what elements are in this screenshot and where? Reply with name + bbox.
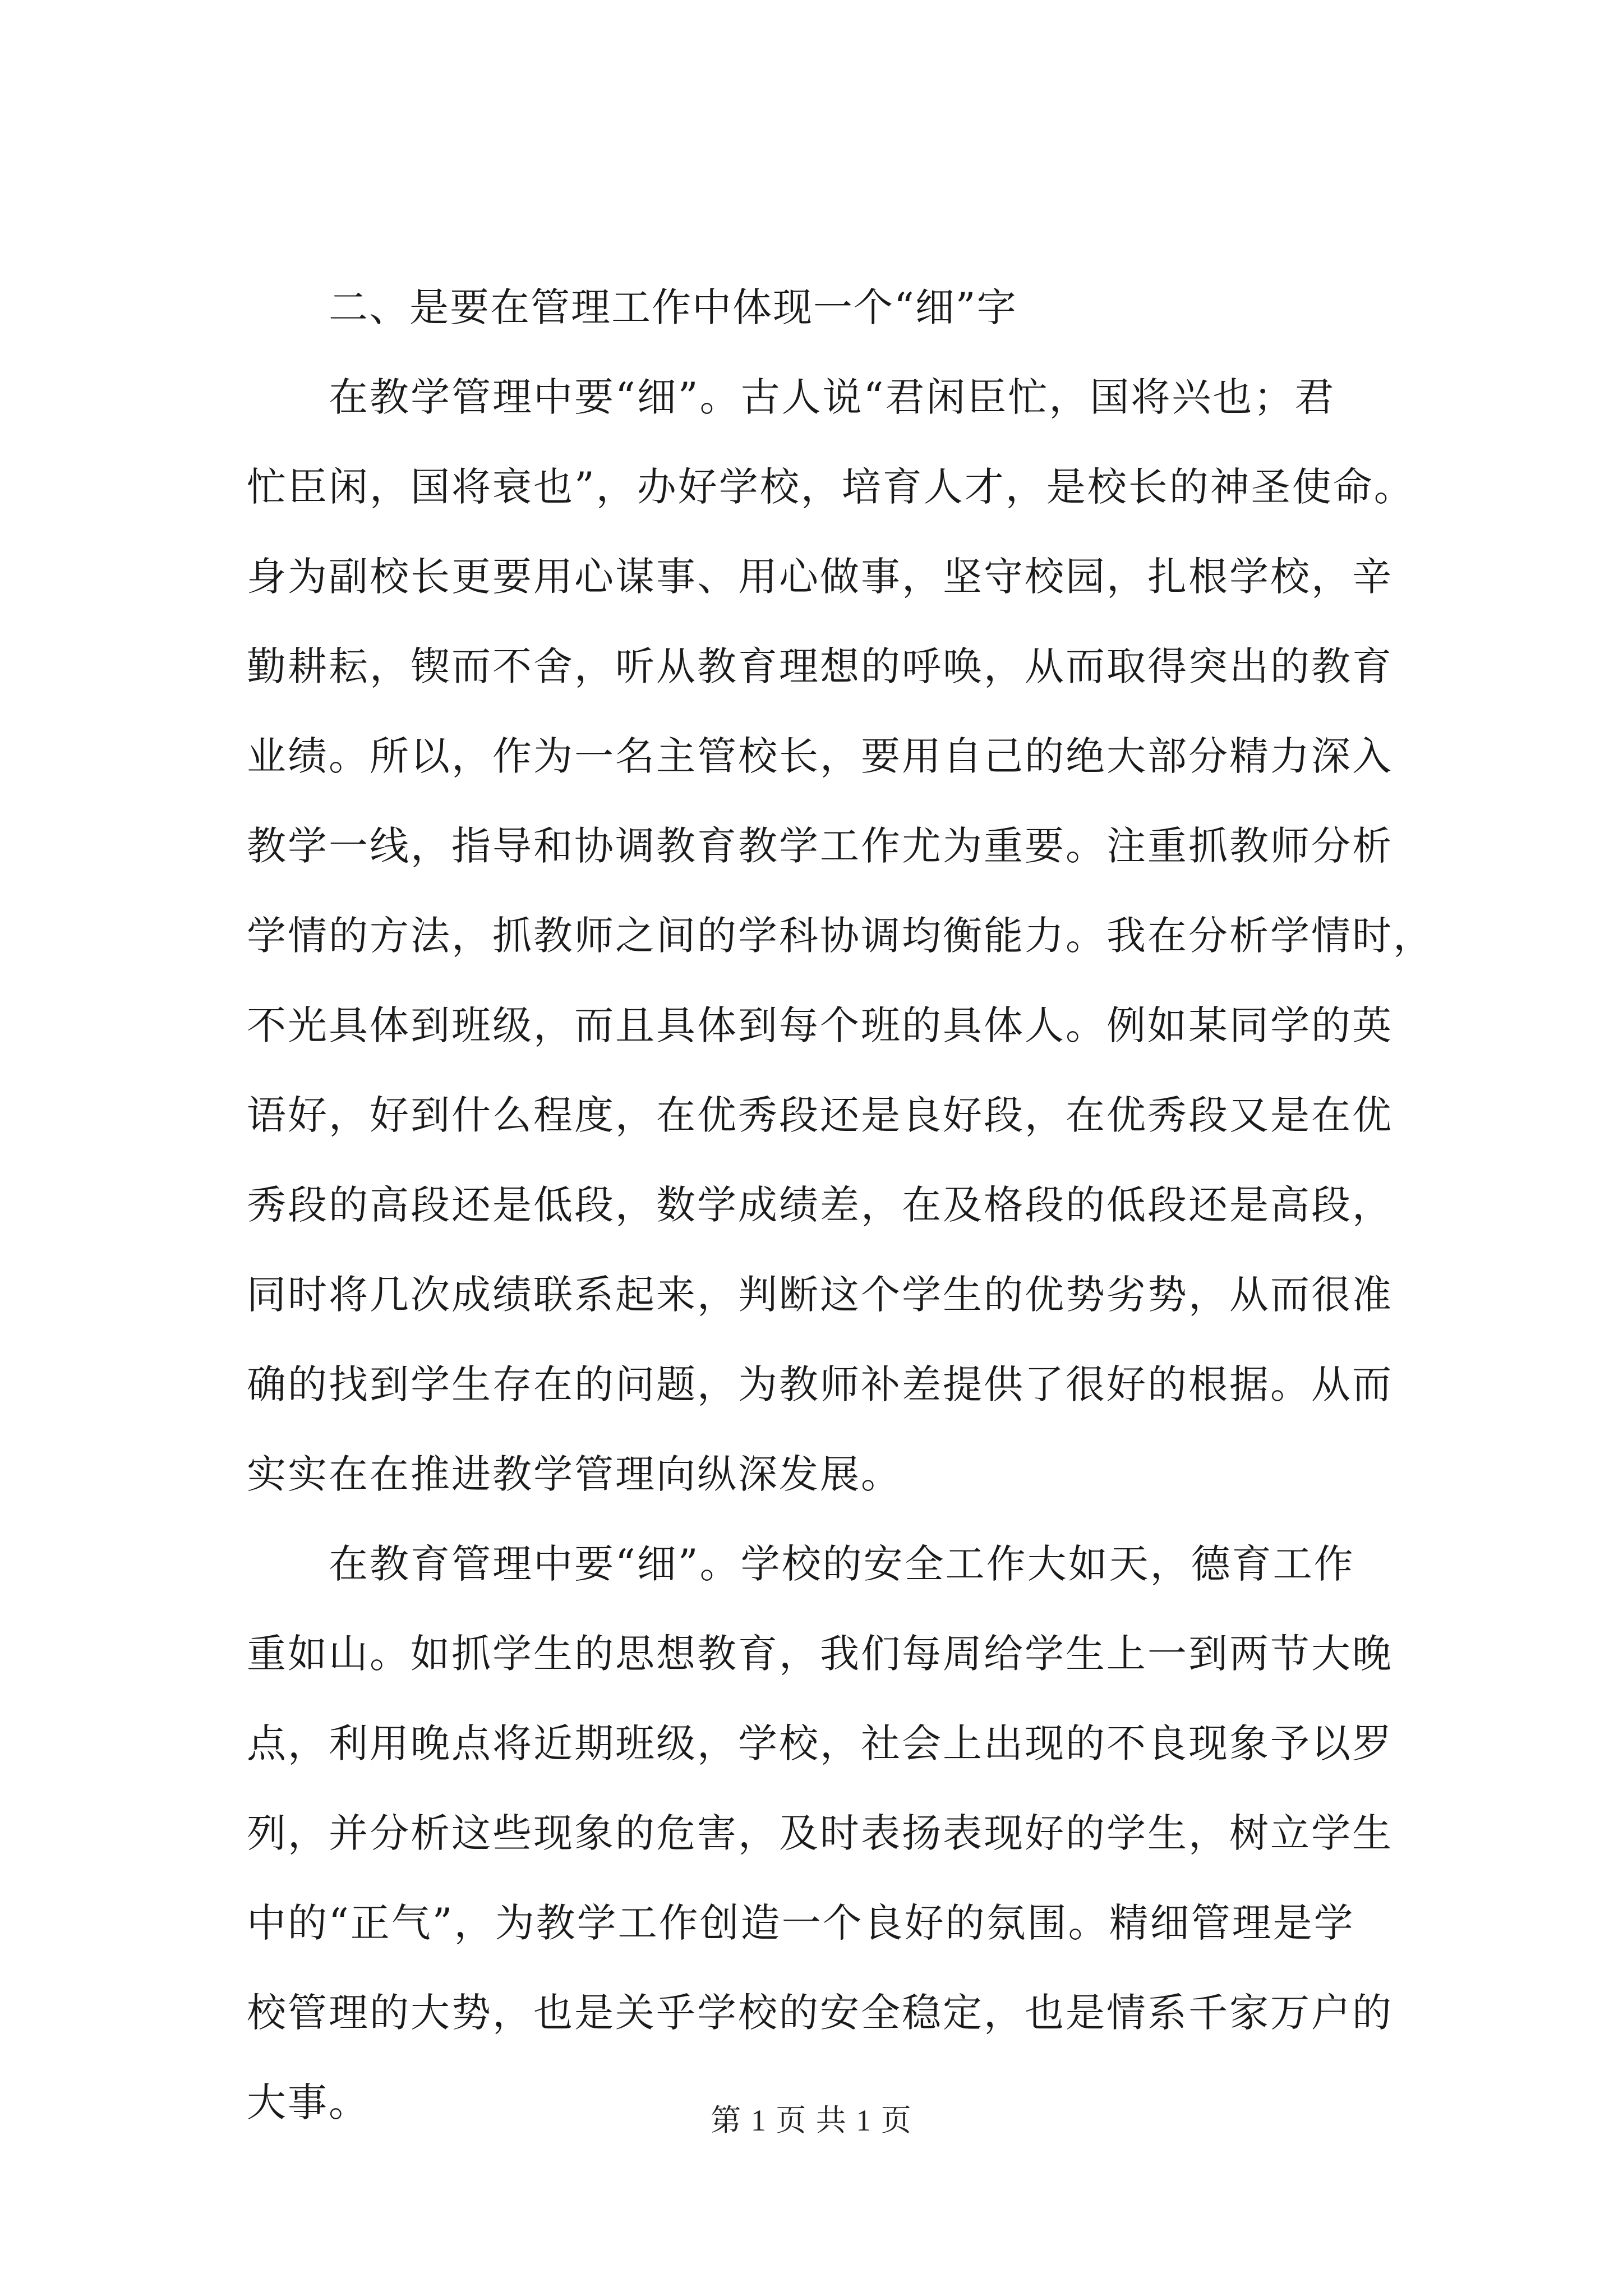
paragraph-line: 在教学管理中要“细”。古人说“君闲臣忙，国将兴也；君 [329,374,1336,420]
paragraph-line: 实实在在推进教学管理向纵深发展。 [247,1451,902,1497]
paragraph-line: 学情的方法，抓教师之间的学科协调均衡能力。我在分析学情时， [247,913,1434,959]
paragraph-line: 大事。 [247,2079,370,2125]
paragraph-line: 校管理的大势，也是关乎学校的安全稳定，也是情系千家万户的 [247,1990,1393,2036]
paragraph-line: 语好，好到什么程度，在优秀段还是良好段，在优秀段又是在优 [247,1092,1393,1138]
paragraph-line: 忙臣闲，国将衰也”，办好学校，培育人才，是校长的神圣使命。 [247,464,1415,510]
paragraph-line: 重如山。如抓学生的思想教育，我们每周给学生上一到两节大晚 [247,1631,1393,1677]
section-heading: 二、是要在管理工作中体现一个“细”字 [329,284,1017,330]
page-footer: 第 1 页 共 1 页 [711,2104,912,2137]
document-body [247,263,1434,2147]
paragraph-line: 不光具体到班级，而且具体到每个班的具体人。例如某同学的英 [247,1002,1393,1048]
paragraph-line: 确的找到学生存在的问题，为教师补差提供了很好的根据。从而 [247,1361,1393,1407]
paragraph-line: 列，并分析这些现象的危害，及时表扬表现好的学生，树立学生 [247,1810,1393,1856]
paragraph-line: 教学一线，指导和协调教育教学工作尤为重要。注重抓教师分析 [247,823,1393,869]
paragraph-line: 勤耕耘，锲而不舍，听从教育理想的呼唤，从而取得突出的教育 [247,643,1393,689]
paragraph-line: 点，利用晚点将近期班级，学校，社会上出现的不良现象予以罗 [247,1720,1393,1766]
paragraph-teaching-management [247,352,1434,1519]
paragraph-line: 业绩。所以，作为一名主管校长，要用自己的绝大部分精力深入 [247,733,1393,779]
paragraph-line: 同时将几次成绩联系起来，判断这个学生的优势劣势，从而很准 [247,1272,1393,1318]
paragraph-line: 在教育管理中要“细”。学校的安全工作大如天，德育工作 [329,1541,1355,1587]
paragraph-line: 中的“正气”，为教学工作创造一个良好的氛围。精细管理是学 [247,1900,1355,1946]
paragraph-line: 秀段的高段还是低段，数学成绩差，在及格段的低段还是高段， [247,1182,1393,1228]
paragraph-line: 身为副校长更要用心谋事、用心做事，坚守校园，扎根学校，辛 [247,554,1393,600]
paragraph-education-management [247,1519,1413,2147]
